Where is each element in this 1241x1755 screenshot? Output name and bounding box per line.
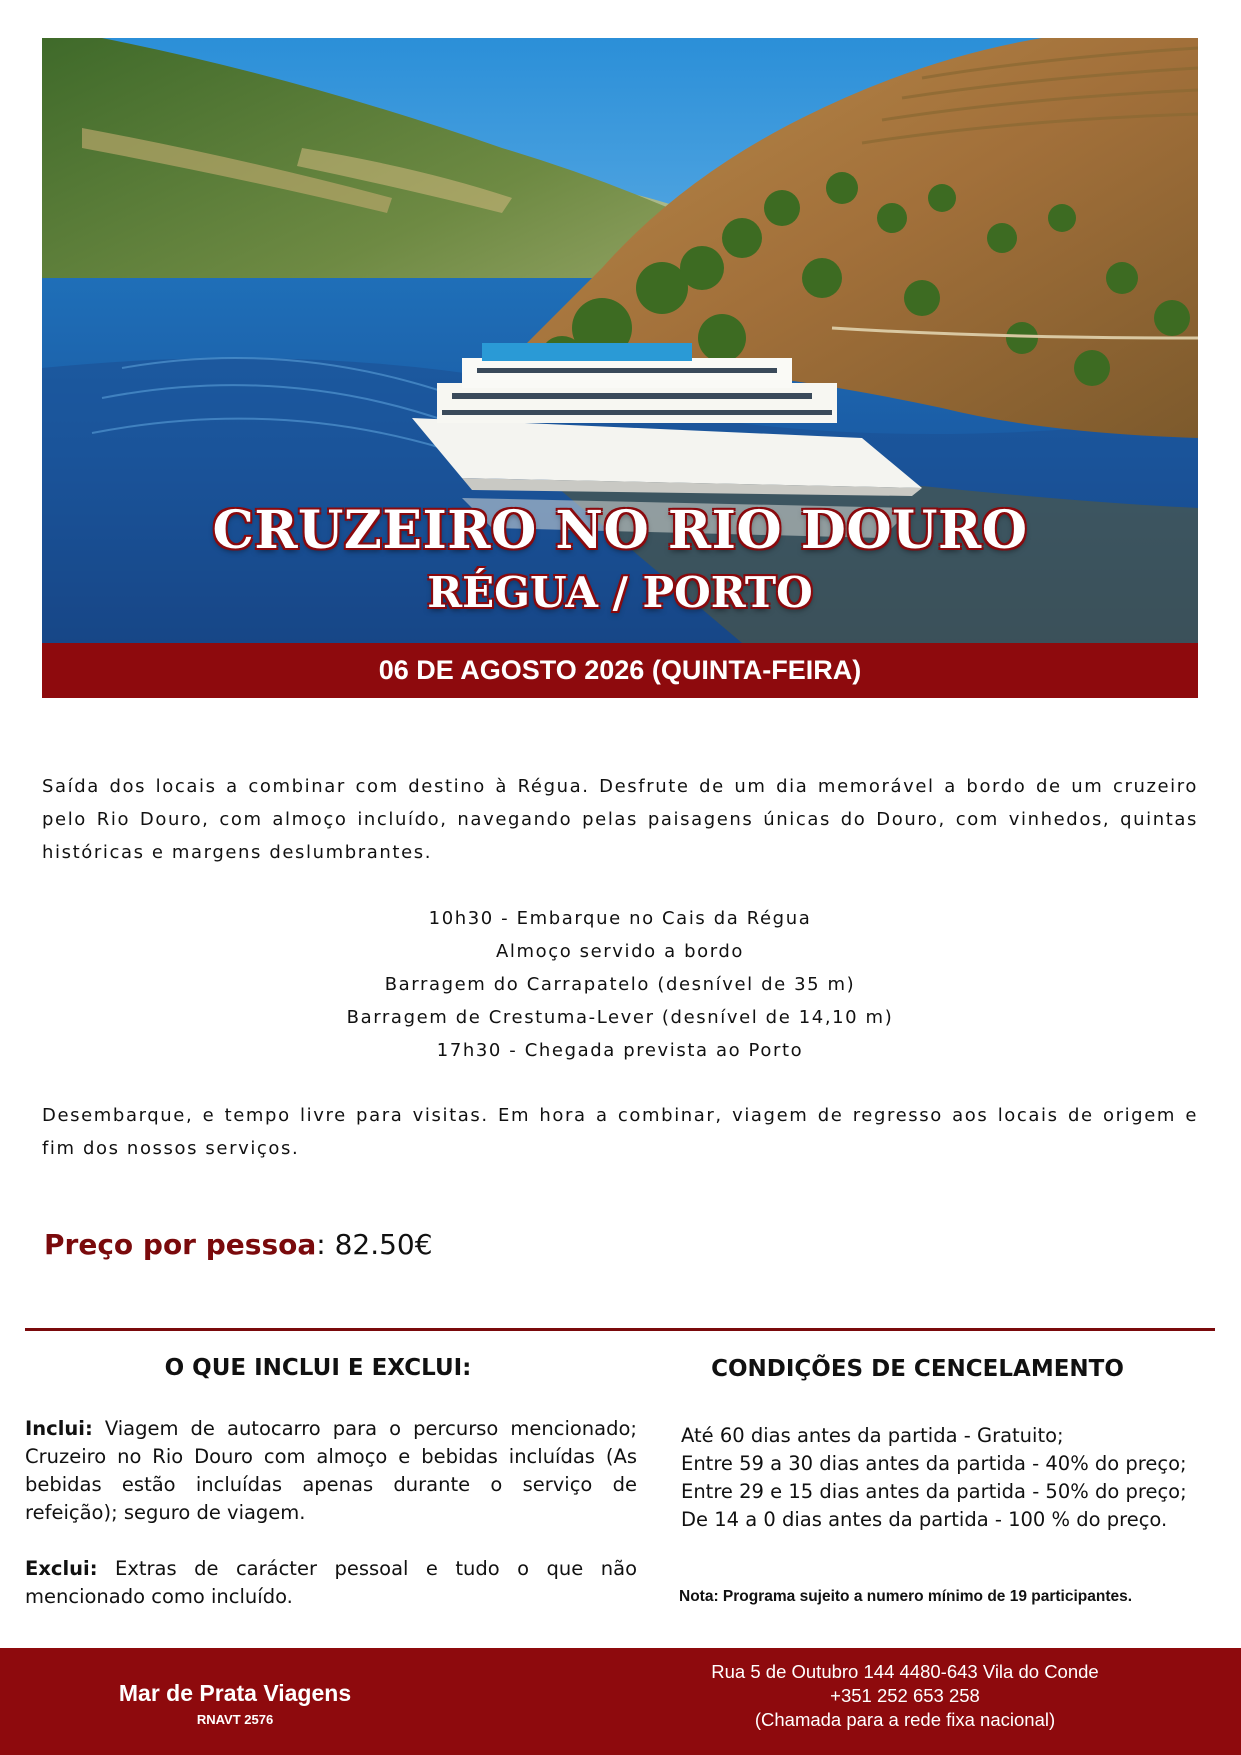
price-value: 82.50€	[334, 1228, 433, 1261]
itinerary-list	[42, 902, 1198, 1067]
footer	[0, 1648, 1241, 1755]
exclude-text: Extras de carácter pessoal e tudo o que não mencionado como incluído.	[25, 1557, 637, 1608]
phone-number[interactable]: +351 252 653 258	[830, 1685, 980, 1706]
price-separator: :	[316, 1228, 326, 1261]
minimum-participants-note: Nota: Programa sujeito a numero mínimo de 19 participantes.	[679, 1588, 1133, 1605]
cancellation-item: Até 60 dias antes da partida - Gratuito;	[681, 1424, 1064, 1447]
include-label: Inclui:	[25, 1417, 93, 1440]
cancellation-item: De 14 a 0 dias antes da partida - 100 % do preço.	[681, 1508, 1168, 1531]
rnavt-number: RNAVT 2576	[196, 1712, 274, 1727]
phone-note: (Chamada para a rede fixa nacional)	[754, 1709, 1056, 1730]
price-label: Preço por pessoa	[44, 1228, 317, 1261]
hero-title: CRUZEIRO NO RIO DOURO	[212, 500, 1028, 561]
hero-image	[42, 38, 1198, 643]
include-text: Viagem de autocarro para o percurso mencionado; Cruzeiro no Rio Douro com almoço e bebidas incluídas (As bebidas estão incluídas apenas durante o serviço de refeição); seguro de viagem.	[25, 1417, 637, 1524]
contact-info	[655, 1660, 1155, 1732]
itinerary-item: 10h30 - Embarque no Cais da Régua	[428, 908, 812, 929]
cancellation-heading: CONDIÇÕES DE CENCELAMENTO	[711, 1356, 1124, 1382]
itinerary-item: Barragem de Crestuma-Lever (desnível de 14,10 m)	[346, 1007, 894, 1028]
itinerary-item: 17h30 - Chegada prevista ao Porto	[436, 1040, 804, 1061]
price-line	[44, 1228, 433, 1261]
includes-section	[25, 1415, 637, 1639]
exclude-label: Exclui:	[25, 1557, 98, 1580]
outro-paragraph: Desembarque, e tempo livre para visitas. Em hora a combinar, viagem de regresso aos locais de origem e fim dos nossos serviços.	[42, 1105, 1198, 1159]
company-name: Mar de Prata Viagens	[118, 1680, 352, 1706]
itinerary-item: Barragem do Carrapatelo (desnível de 35 m)	[384, 974, 856, 995]
section-divider	[25, 1328, 1215, 1331]
cancellation-item: Entre 59 a 30 dias antes da partida - 40% do preço;	[681, 1452, 1187, 1475]
intro-paragraph: Saída dos locais a combinar com destino à Régua. Desfrute de um dia memorável a bordo de um cruzeiro pelo Rio Douro, com almoço incluído, navegando pelas paisagens únicas do Douro, com vinhedos, quintas históricas e margens deslumbrantes.	[42, 776, 1198, 863]
hero-subtitle: RÉGUA / PORTO	[427, 568, 813, 617]
address: Rua 5 de Outubro 144 4480-643 Vila do Conde	[711, 1661, 1099, 1682]
date-banner: 06 DE AGOSTO 2026 (QUINTA-FEIRA)	[42, 643, 1198, 698]
cancellation-list	[681, 1422, 1201, 1534]
includes-heading: O QUE INCLUI E EXCLUI:	[164, 1355, 472, 1381]
itinerary-item: Almoço servido a bordo	[495, 941, 745, 962]
cancellation-item: Entre 29 e 15 dias antes da partida - 50% do preço;	[681, 1480, 1187, 1503]
